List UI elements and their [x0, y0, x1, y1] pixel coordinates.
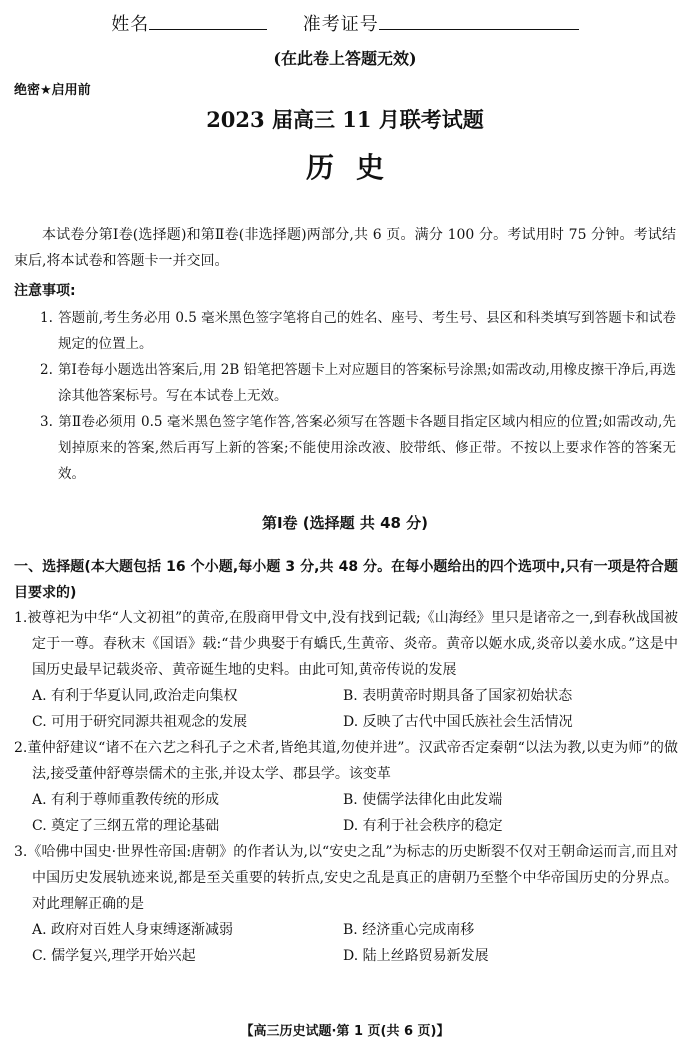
- option[interactable]: A. 政府对百姓人身束缚逐渐减弱: [32, 922, 234, 938]
- notice-item: 2. 第Ⅰ卷每小题选出答案后,用 2B 铅笔把答题卡上对应题目的答案标号涂黑;如需改动,用橡皮擦干净后,再选涂其他答案标号。写在本试卷上无效。: [40, 362, 676, 404]
- name-label: 姓名: [111, 14, 150, 35]
- invalid-note: (在此卷上答题无效): [273, 49, 417, 68]
- options: [14, 917, 678, 969]
- section-heading: 一、选择题(本大题包括 16 个小题,每小题 3 分,共 48 分。在每小题给出的四个选项中,只有一项是符合题目要求的): [14, 559, 678, 601]
- question: [14, 605, 678, 735]
- notice-heading: 注意事项:: [14, 283, 76, 299]
- id-label: 准考证号: [302, 14, 379, 35]
- option[interactable]: B. 表明黄帝时期具备了国家初始状态: [343, 688, 573, 704]
- notice-item: 1. 答题前,考生务必用 0.5 毫米黑色签字笔将自己的姓名、座号、考生号、县区和科类填写到答题卡和试卷规定的位置上。: [40, 310, 676, 352]
- page-footer: 【高三历史试题·第 1 页(共 6 页)】: [240, 1024, 450, 1039]
- option[interactable]: A. 有利于华夏认同,政治走向集权: [32, 688, 238, 704]
- name-blank: [149, 11, 267, 30]
- part-heading: 第Ⅰ卷 (选择题 共 48 分): [261, 514, 429, 532]
- question-stem: 3.《哈佛中国史·世界性帝国:唐朝》的作者认为,以“安史之乱”为标志的历史断裂不仅对王朝命运而言,而且对中国历史发展轨迹来说,都是至关重要的转折点,安史之乱是真正的唐朝乃至整个中华帝国历史的分界点。对此理解正确的是: [14, 844, 678, 912]
- option[interactable]: D. 有利于社会秩序的稳定: [343, 818, 503, 834]
- options: [14, 683, 678, 735]
- question-list: [14, 605, 678, 969]
- id-blank: [379, 11, 579, 30]
- options: [14, 787, 678, 839]
- option[interactable]: C. 儒学复兴,理学开始兴起: [32, 948, 196, 964]
- question: [14, 735, 678, 839]
- candidate-info-line: [0, 10, 690, 36]
- question-stem: 1.被尊祀为中华“人文初祖”的黄帝,在殷商甲骨文中,没有找到记载;《山海经》里只是诸帝之一,到春秋战国被定于一尊。春秋末《国语》载:“昔少典娶于有蟜氏,生黄帝、炎帝。黄帝以姬水成,炎帝以姜水成。”这是中国历史最早记载炎帝、黄帝诞生地的史料。由此可知,黄帝传说的发展: [14, 610, 678, 678]
- notice-list: [14, 305, 676, 487]
- option[interactable]: D. 陆上丝路贸易新发展: [343, 948, 489, 964]
- option[interactable]: C. 可用于研究同源共祖观念的发展: [32, 714, 248, 730]
- exam-title: 2023 届高三 11 月联考试题: [206, 107, 484, 132]
- option[interactable]: C. 奠定了三纲五常的理论基础: [32, 818, 220, 834]
- option[interactable]: A. 有利于尊师重教传统的形成: [32, 792, 220, 808]
- intro-paragraph: 本试卷分第Ⅰ卷(选择题)和第Ⅱ卷(非选择题)两部分,共 6 页。满分 100 分。考试用时 75 分钟。考试结束后,将本试卷和答题卡一并交回。: [14, 227, 676, 269]
- option[interactable]: B. 使儒学法律化由此发端: [343, 792, 503, 808]
- notice-item: 3. 第Ⅱ卷必须用 0.5 毫米黑色签字笔作答,答案必须写在答题卡各题目指定区域内相应的位置;如需改动,先划掉原来的答案,然后再写上新的答案;不能使用涂改液、胶带纸、修正带。不按以上要求作答的答案无效。: [40, 414, 676, 482]
- question-stem: 2.董仲舒建议“诸不在六艺之科孔子之术者,皆绝其道,勿使并进”。汉武帝否定秦朝“以法为教,以吏为师”的做法,接受董仲舒尊崇儒术的主张,并设太学、郡县学。该变革: [14, 740, 678, 782]
- option[interactable]: B. 经济重心完成南移: [343, 922, 475, 938]
- secret-mark: 绝密★启用前: [14, 83, 91, 98]
- subject-title: 历史: [305, 151, 406, 184]
- option[interactable]: D. 反映了古代中国氏族社会生活情况: [343, 714, 573, 730]
- question: [14, 839, 678, 969]
